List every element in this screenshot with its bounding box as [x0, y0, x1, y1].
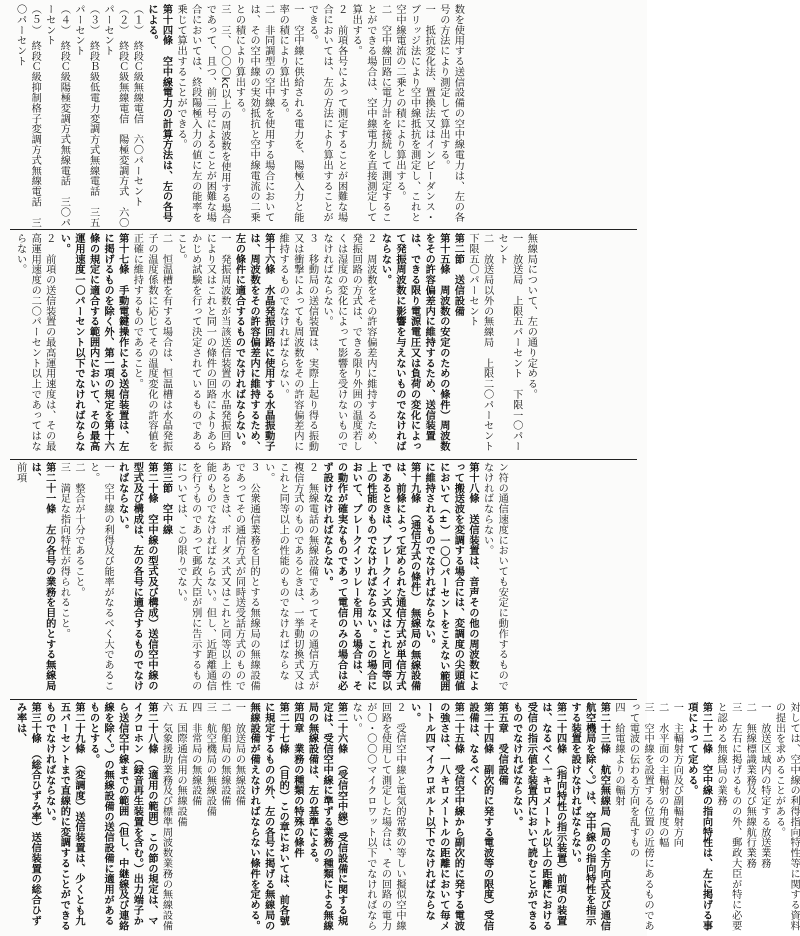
paragraph: 三 航空機局の無線設備	[204, 702, 216, 817]
paragraph: 数を使用する送信設備の空中線電力は、左の各号の方法により測定して算出する。	[437, 4, 464, 223]
text-band-2	[12, 233, 635, 462]
paragraph: 第十八條 送信装置は、音声その他の周波数によって搬送波を変調する場合には、変調度の尖頭値において（±）一〇〇パーセントをこえない範囲に維持されるものでなければならない。	[423, 462, 478, 692]
text-band-1	[12, 4, 635, 229]
paragraph: 第二十六條 （受信空中線）受信設備に関する規定は、受信空中線に準ずる業務の種類による無線局の無線設備は、左の基準による。	[306, 702, 347, 931]
paragraph: 前項	[14, 462, 26, 483]
paragraph: 一 発振周波数が当該送信装置の水晶発振回路により又はこれと同一の條件の回路によりあらかじめ試験を行って決定されているものであること。	[175, 233, 230, 452]
vertical-text-column	[12, 462, 508, 697]
paragraph: 対しては、空中線の利得指向特性等に関する資料の提出を求めることがある。	[773, 702, 800, 931]
paragraph: 三 三、〇〇〇kc以上の周波数を使用する場合であって、且つ、前二号によることが困難な場合においては、終段陽極入力の値に左の能率を乗じて算出することができる。	[175, 4, 230, 224]
paragraph: 一 空中線に供給される電力を、陽極入力と能率の積により算出する。	[277, 4, 303, 223]
paragraph: 第二十八條 （適用の範囲）この節の規定は、マイクロホン（録音再生装置を含む。）出力端子から送信空中線までの範囲（但し、中継線及び連絡線を除く。）の無線設備の送信設備に適用があるものとする。	[87, 702, 157, 931]
paragraph: 第二十二條 空中線の指向特性は、左に掲げる事項によって定める。	[685, 702, 712, 931]
paragraph: 第十九條 （通信方式の條件） 無線局の無線設備は、前條によって定められた通信方式が単信方式であるときは、ブレークイン式又はこれと同等以上の性能のものでなければならない。この場合において、ブレークインリレーを用いる場合は、その動作が確実なものであって電信のみの場合は必ず設けなければならない。	[321, 462, 420, 691]
paragraph: 二 船舶局の無線設備	[218, 702, 230, 806]
paragraph: 無線局について、左の通り定める。	[525, 233, 537, 400]
paragraph: 第二十九條 （変調度）送信装置は、少くとも九五パーセントまで直線的に変調することができるものでなければならない。	[43, 702, 84, 931]
paragraph: 四 非常局の無線設備	[189, 702, 201, 806]
paragraph: 三 左右に掲げるものの外、郵政大臣が特に必要と認める無線局の業務	[715, 702, 741, 931]
vertical-text-column	[12, 702, 800, 932]
paragraph: 第十六條 水晶発振回路に使用する水晶振動子は、周波数をその許容偏差内に維持するため、左の條件に適合するものでなければならない。	[233, 233, 274, 452]
paragraph: 第二十四條 （指向特性の指示装置）前項の装置は、なるべく一キロメートル以上の距離における受信の指示値を装置内において読むことができるものでなければならない。	[510, 702, 566, 931]
paragraph: 二 放送局以外の無線局 上限二〇パーセント 下限五〇パーセント	[467, 233, 493, 462]
paragraph: 第三節 空中線	[160, 462, 172, 535]
paragraph: 第十五條 周波数の安定のための條件）周波数をその許容偏差内に維持するため、送信装置は、できる限り電源電圧又は負荷の変化によって発振周波数に影響を与えないものでなければならない。	[379, 233, 449, 452]
paragraph: ３ 移動局の送信装置は、実際上起り得る振動又は衝撃によっても周波数をその許容偏差内に維持するものでなければならない。	[277, 233, 318, 452]
paragraph: ２ 周波数をその許容偏差内に維持するため、発振回路の方式は、できる限り外囲の温度若しくは湿度の変化によって影響を受けないものでなければならない。	[321, 233, 376, 452]
paragraph: 四 給電線よりの輻射	[612, 702, 624, 806]
paragraph: （２） 終段Ｃ級無線電信 陽極変調方式 六〇パーセント	[102, 4, 128, 228]
paragraph: 第十四條 空中線電力の計算方法は、左の各号による。	[145, 4, 172, 223]
paragraph: ２ 受信空中線と電気的常数の等しい擬似空中線回路を使用して測定した場合は、その回路の電力が〇・〇〇〇マイクロワット以下でなければならない。	[350, 702, 406, 931]
row-divider	[10, 699, 637, 700]
paragraph: （４） 終段Ｃ級陽極変調方式無線電話 三〇パーセント	[43, 4, 70, 228]
paragraph: 第三十條 （総合ひずみ率）送信装置の総合ひずみ率は、	[14, 702, 41, 926]
paragraph: ２ 前項の送信装置の最高運用速度は、その最高運用速度の二〇パーセント以上であってはならない。	[14, 233, 55, 452]
paragraph: 二 水平面の主輻射の角度の幅	[656, 702, 668, 848]
text-band-3	[12, 462, 635, 697]
paragraph: 一 放送区域内の特定する放送業務	[758, 702, 770, 869]
paragraph: 第二十條 空中線の型式及び構成）送信空中線の型式及び構成は、左の各号に適合するものでなければならない。	[116, 462, 157, 691]
paragraph: 二 恒温槽を有する場合は、恒温槽は水晶発振子の温度係数に応じてその温度変化の許容値を正確に維持するものであること。	[131, 233, 172, 452]
row-divider	[10, 229, 637, 230]
paragraph: 第十七條 手動電鍵操作による送信装置は、左に掲げるものを除く外、第一項の規定を第十六條の規定に適合する範囲内において、その最高運用速度一〇パーセント以下でなければならない。	[58, 233, 128, 452]
vertical-text-column	[12, 233, 537, 462]
paragraph: 第二十一條 左の各号の業務を目的とする無線局は、	[29, 462, 55, 691]
paragraph: 二 空中線回路に電力計を接続して測定することができる場合は、空中線電力を直接測定して算出する。	[350, 4, 391, 223]
paragraph: （１） 終段Ｃ級無線電信 六〇パーセント	[131, 4, 143, 207]
paragraph: 第四章 業務の種類の特殊の條件	[291, 702, 303, 858]
paragraph: 二 無線標識業務及び無線航行業務	[744, 702, 756, 869]
paragraph: 三 満足な指向特性が得られること。	[58, 462, 70, 639]
paragraph: 一 主輻射方向及び副輻射方向	[671, 702, 683, 848]
paragraph: 一 空中線の利得及び能率がなるべく大であること。	[87, 462, 114, 691]
paragraph: （３） 終段Ｂ級低電力変調方式無線電話 三五パーセント	[72, 4, 99, 228]
paragraph: 一 放送局 上限五パーセント 下限一〇パーセント	[496, 233, 522, 452]
paragraph: ２ 無線電話の無線設備であってその通信方式が複信方式のものであるときは、一挙動切換式又はこれと同等以上の性能のものでなければならない。	[262, 462, 318, 691]
vertical-text-column	[12, 4, 464, 229]
paragraph: ２ 前項各号によって測定することが困難な場合においては、左の方法により算出することができる。	[306, 4, 347, 223]
paragraph: 第二十五條 受信空中線から副次的に発する電波の強さは、一八キロメートルの距離において毎メートル四マイクロボルト以下でなければならない。	[408, 702, 464, 931]
paragraph: 第二十三條 航空無線局（局の全方向式及び通信航空機局を除く。）は、空中線の指向特性を指示する装置を設けなければならない。	[569, 702, 610, 931]
paragraph: ン符の通信速度においても安定に動作するものでなければならない。	[481, 462, 508, 691]
text-band-4	[12, 702, 800, 932]
paragraph: 一 抵抗変化法、置換法又はインピーダンス・ブリッジ法により空中線抵抗を測定し、これと空中線電流の二乗との積により算出する。	[394, 4, 435, 223]
paragraph: （５） 終段Ｃ級抑制格子変調方式無線電話 三〇パーセント	[14, 4, 41, 228]
paragraph: ３ 公衆通信業務を目的とする無線局の無線設備であってその通信方式が同時送受話方式のものであるときは、ボーダス式又はこれと同等以上の性能のものでなければならない。但し、近距離通信を行うものであって郵政大臣が別に告示するものについては、この限りでない。	[175, 462, 260, 691]
paragraph: 第二節 送信設備	[452, 233, 464, 317]
paragraph: 六 気象援助業務及び標準周波数業務の無線設備	[160, 702, 172, 931]
paragraph: 一 放送局の無線設備	[233, 702, 245, 806]
paragraph: 第二十七條 （目的）この章においては、前各號に規定するものの外、左の各号に掲げる無線局の無線設備が備えなければならない條件を定める。	[248, 702, 289, 931]
paragraph: 五 国際通信用の無線設備	[175, 702, 187, 827]
row-divider	[10, 459, 637, 460]
paragraph: 二 整合が十分であること。	[72, 462, 84, 598]
paragraph: 三 空中線を設置する位置の近傍にあるものであって電波の伝わる方向を乱すもの	[627, 702, 654, 931]
paragraph: 二 非同調型の空中線を使用する場合においては、その空中線の実効抵抗と空中線電流の二乗との積により算出する。	[233, 4, 274, 223]
paragraph: 第二十四條 副次的に発する電波等の限度）受信設備は、なるべく	[467, 702, 493, 931]
paragraph: 第五章 受信設備	[496, 702, 508, 786]
